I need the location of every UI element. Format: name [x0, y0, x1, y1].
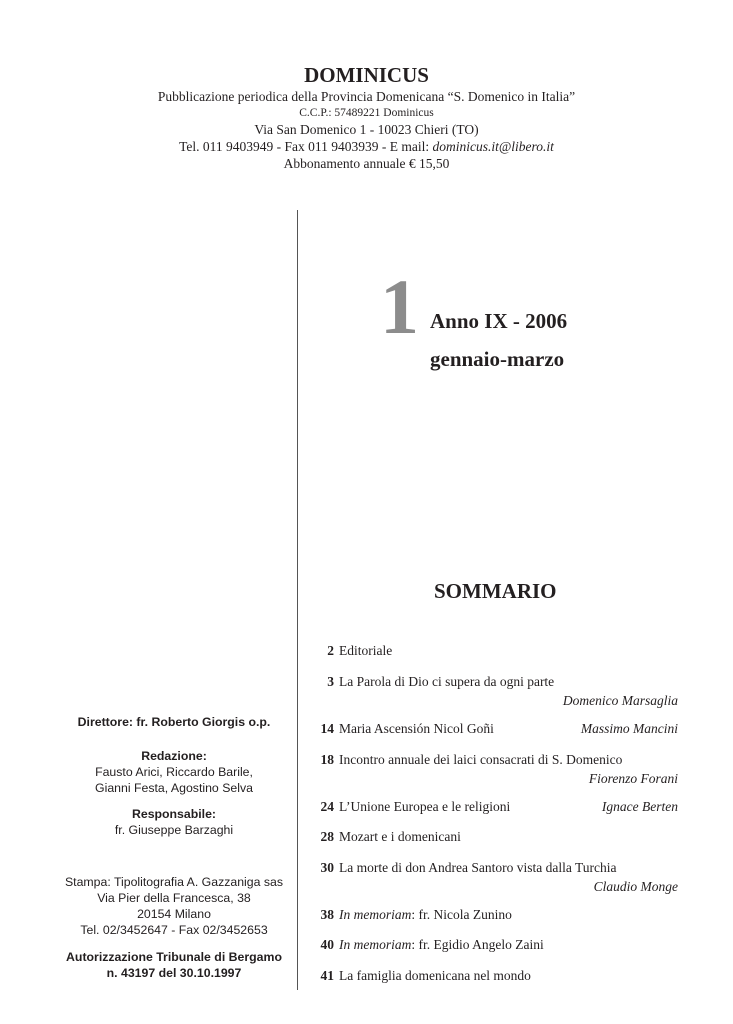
- toc-entry[interactable]: [312, 720, 678, 737]
- toc-title: La famiglia domenicana nel mondo: [339, 968, 531, 983]
- toc-prefix: In memoriam: [339, 937, 412, 952]
- authorization-court: Autorizzazione Tribunale di Bergamo: [66, 950, 282, 964]
- editorial-members: Fausto Arici, Riccardo Barile,: [95, 765, 253, 779]
- editorial-members: Gianni Festa, Agostino Selva: [95, 781, 253, 795]
- toc-page-number: 30: [320, 860, 334, 875]
- ccp-number: C.C.P.: 57489221 Dominicus: [299, 107, 434, 119]
- toc-title: Mozart e i domenicani: [339, 829, 461, 844]
- toc-entry[interactable]: [312, 936, 678, 953]
- toc-page-number: 14: [320, 721, 334, 736]
- subscription: Abbonamento annuale € 15,50: [283, 156, 450, 171]
- journal-subtitle: Pubblicazione periodica della Provincia Domenicana “S. Domenico in Italia”: [157, 89, 576, 104]
- toc-entry[interactable]: [312, 906, 678, 923]
- toc-author: Massimo Mancini: [580, 721, 678, 736]
- toc-title: Editoriale: [339, 643, 393, 658]
- toc-author: Claudio Monge: [593, 879, 678, 894]
- toc-entry[interactable]: [312, 642, 678, 659]
- printer-info: [60, 874, 288, 938]
- authorization: [60, 949, 288, 981]
- responsible: [60, 806, 288, 838]
- toc-entry[interactable]: [312, 751, 678, 787]
- printer-name: Stampa: Tipolitografia A. Gazzaniga sas: [64, 875, 284, 889]
- toc-author: Domenico Marsaglia: [562, 693, 678, 708]
- printer-city: 20154 Milano: [137, 907, 211, 921]
- director: Direttore: fr. Roberto Giorgis o.p.: [77, 715, 271, 729]
- toc-page-number: 3: [327, 674, 334, 689]
- toc-title: Maria Ascensión Nicol Goñi: [339, 721, 494, 736]
- toc-author: Ignace Berten: [601, 799, 678, 814]
- editorial-board: [60, 748, 288, 796]
- toc-entry[interactable]: [312, 673, 678, 709]
- vertical-divider: [297, 210, 298, 990]
- printer-address: Via Pier della Francesca, 38: [97, 891, 251, 905]
- printer-phone: Tel. 02/3452647 - Fax 02/3452653: [80, 923, 268, 937]
- toc-page-number: 41: [320, 968, 334, 983]
- address: Via San Domenico 1 - 10023 Chieri (TO): [254, 122, 479, 137]
- contact-numbers: Tel. 011 9403949 - Fax 011 9403939 - E mail:: [179, 139, 433, 154]
- toc-page-number: 18: [320, 752, 334, 767]
- issue-number: 1: [380, 263, 419, 350]
- toc-page-number: 2: [327, 643, 334, 658]
- contact-line: [0, 138, 733, 155]
- toc-entry[interactable]: [312, 828, 678, 845]
- journal-title: DOMINICUS: [304, 63, 429, 87]
- toc-title: La morte di don Andrea Santoro vista dalla Turchia: [339, 860, 617, 875]
- toc-author: Fiorenzo Forani: [588, 771, 678, 786]
- toc-title: La Parola di Dio ci supera da ogni parte: [339, 674, 555, 689]
- toc-page-number: 38: [320, 907, 334, 922]
- editorial-label: Redazione:: [141, 749, 207, 763]
- toc-page-number: 24: [320, 799, 334, 814]
- toc-title: L’Unione Europea e le religioni: [339, 799, 511, 814]
- email-link[interactable]: dominicus.it@libero.it: [432, 139, 554, 154]
- toc-title: : fr. Nicola Zunino: [411, 907, 512, 922]
- toc-title: Incontro annuale dei laici consacrati di S. Domenico: [339, 752, 623, 767]
- responsible-label: Responsabile:: [131, 807, 217, 821]
- authorization-number: n. 43197 del 30.10.1997: [106, 966, 242, 980]
- toc-page-number: 28: [320, 829, 334, 844]
- toc-prefix: In memoriam: [339, 907, 412, 922]
- issue-period: gennaio-marzo: [430, 347, 565, 371]
- toc-entry[interactable]: [312, 967, 678, 984]
- toc-entry[interactable]: [312, 798, 678, 815]
- masthead: [0, 62, 733, 172]
- contents-heading: SOMMARIO: [434, 579, 557, 603]
- toc-entry[interactable]: [312, 859, 678, 895]
- toc-title: : fr. Egidio Angelo Zaini: [411, 937, 544, 952]
- toc-page-number: 40: [320, 937, 334, 952]
- responsible-name: fr. Giuseppe Barzaghi: [114, 823, 234, 837]
- issue-year: Anno IX - 2006: [430, 309, 568, 333]
